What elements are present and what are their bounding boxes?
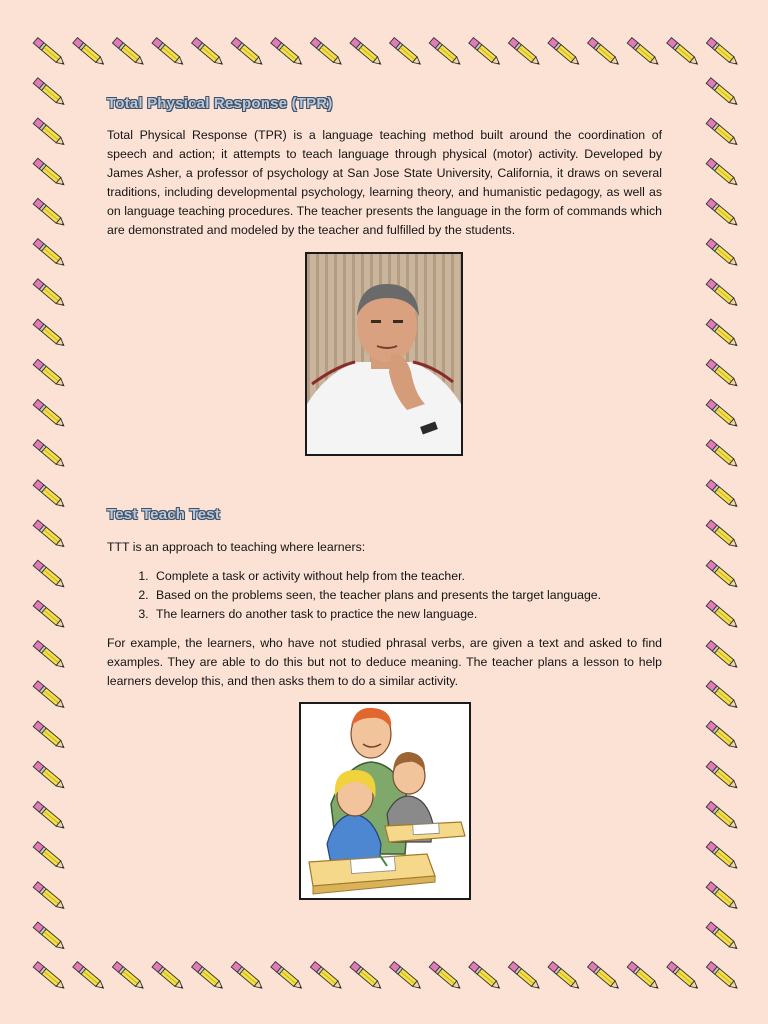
ttt-steps-list: [107, 567, 662, 624]
pencil-icon: [350, 38, 383, 67]
pencil-icon: [706, 721, 739, 750]
list-item: 1. Complete a task or activity without help from the teacher.: [152, 567, 662, 586]
pencil-icon: [310, 962, 343, 991]
pencil-icon: [33, 239, 66, 268]
james-asher-photo: [305, 252, 463, 456]
pencil-icon: [33, 922, 66, 951]
pencil-icon: [33, 118, 66, 147]
ttt-intro: TTT is an approach to teaching where learners:: [107, 540, 366, 554]
pencil-icon: [627, 38, 660, 67]
pencil-icon: [271, 38, 304, 67]
pencil-icon: [706, 922, 739, 951]
pencil-icon: [33, 279, 66, 308]
pencil-icon: [33, 359, 66, 388]
pencil-icon: [33, 801, 66, 830]
pencil-icon: [112, 38, 145, 67]
pencil-icon: [33, 641, 66, 670]
pencil-icon: [33, 761, 66, 790]
list-item: 2. Based on the problems seen, the teacher plans and presents the target language.: [152, 586, 662, 605]
pencil-icon: [706, 600, 739, 629]
pencil-icon: [627, 962, 660, 991]
pencil-icon: [706, 158, 739, 187]
pencil-icon: [706, 681, 739, 710]
pencil-icon: [548, 962, 581, 991]
pencil-icon: [33, 319, 66, 348]
pencil-icon: [706, 520, 739, 549]
list-item: 3. The learners do another task to practice the new language.: [152, 605, 662, 624]
pencil-icon: [33, 78, 66, 107]
teacher-students-illustration: [301, 704, 469, 898]
pencil-icon: [33, 560, 66, 589]
pencil-icon: [588, 962, 621, 991]
pencil-icon: [667, 38, 700, 67]
pencil-icon: [192, 962, 225, 991]
pencil-icon: [548, 38, 581, 67]
pencil-icon: [508, 38, 541, 67]
pencil-icon: [33, 882, 66, 911]
pencil-icon: [706, 319, 739, 348]
pencil-icon: [152, 38, 185, 67]
pencil-icon: [706, 279, 739, 308]
pencil-icon: [706, 480, 739, 509]
pencil-icon: [706, 118, 739, 147]
tpr-heading: Total Physical Response (TPR): [107, 95, 333, 112]
pencil-icon: [310, 38, 343, 67]
ttt-section: [107, 538, 662, 691]
pencil-icon: [667, 962, 700, 991]
pencil-icon: [33, 399, 66, 428]
pencil-icon: [33, 962, 66, 991]
pencil-icon: [706, 198, 739, 227]
pencil-icon: [33, 158, 66, 187]
pencil-icon: [33, 38, 66, 67]
pencil-icon: [390, 962, 423, 991]
pencil-icon: [112, 962, 145, 991]
pencil-icon: [706, 78, 739, 107]
pencil-icon: [706, 882, 739, 911]
pencil-icon: [706, 842, 739, 871]
pencil-icon: [706, 359, 739, 388]
pencil-icon: [469, 38, 502, 67]
pencil-icon: [73, 962, 106, 991]
pencil-icon: [73, 38, 106, 67]
teacher-students-image: [299, 702, 471, 900]
pencil-icon: [508, 962, 541, 991]
pencil-icon: [231, 38, 264, 67]
pencil-icon: [469, 962, 502, 991]
tpr-paragraph: Total Physical Response (TPR) is a language teaching method built around the coordination of speech and action; it attempts to teach language through physical (motor) activity. Developed by James Asher, a professor of psychology at San Jose State University, California, it draws on several traditions, including developmental psychology, learning theory, and humanistic pedagogy, as well as on language teaching procedures. The teacher presents the language in the form of commands which are demonstrated and modeled by the teacher and fulfilled by the students.: [107, 128, 662, 237]
pencil-icon: [33, 480, 66, 509]
pencil-icon: [706, 801, 739, 830]
portrait-photo: [307, 254, 461, 454]
pencil-icon: [33, 198, 66, 227]
pencil-icon: [33, 520, 66, 549]
pencil-icon: [33, 440, 66, 469]
pencil-icon: [706, 239, 739, 268]
pencil-icon: [271, 962, 304, 991]
pencil-icon: [706, 399, 739, 428]
ttt-example: For example, the learners, who have not studied phrasal verbs, are given a text and asked to find examples. They are able to do this but not to deduce meaning. The teacher plans a lesson to help learners develop this, and then asks them to do a similar activity.: [107, 636, 662, 688]
pencil-icon: [706, 560, 739, 589]
pencil-icon: [706, 440, 739, 469]
pencil-icon: [429, 38, 462, 67]
pencil-icon: [231, 962, 264, 991]
pencil-icon: [33, 842, 66, 871]
pencil-icon: [390, 38, 423, 67]
pencil-icon: [706, 761, 739, 790]
pencil-icon: [706, 38, 739, 67]
pencil-icon: [33, 600, 66, 629]
pencil-icon: [33, 681, 66, 710]
ttt-heading: Test Teach Test: [107, 506, 221, 523]
pencil-icon: [429, 962, 462, 991]
tpr-section: [107, 126, 662, 240]
pencil-icon: [350, 962, 383, 991]
pencil-icon: [33, 721, 66, 750]
pencil-icon: [192, 38, 225, 67]
pencil-icon: [706, 962, 739, 991]
pencil-icon: [706, 641, 739, 670]
pencil-icon: [152, 962, 185, 991]
pencil-icon: [588, 38, 621, 67]
